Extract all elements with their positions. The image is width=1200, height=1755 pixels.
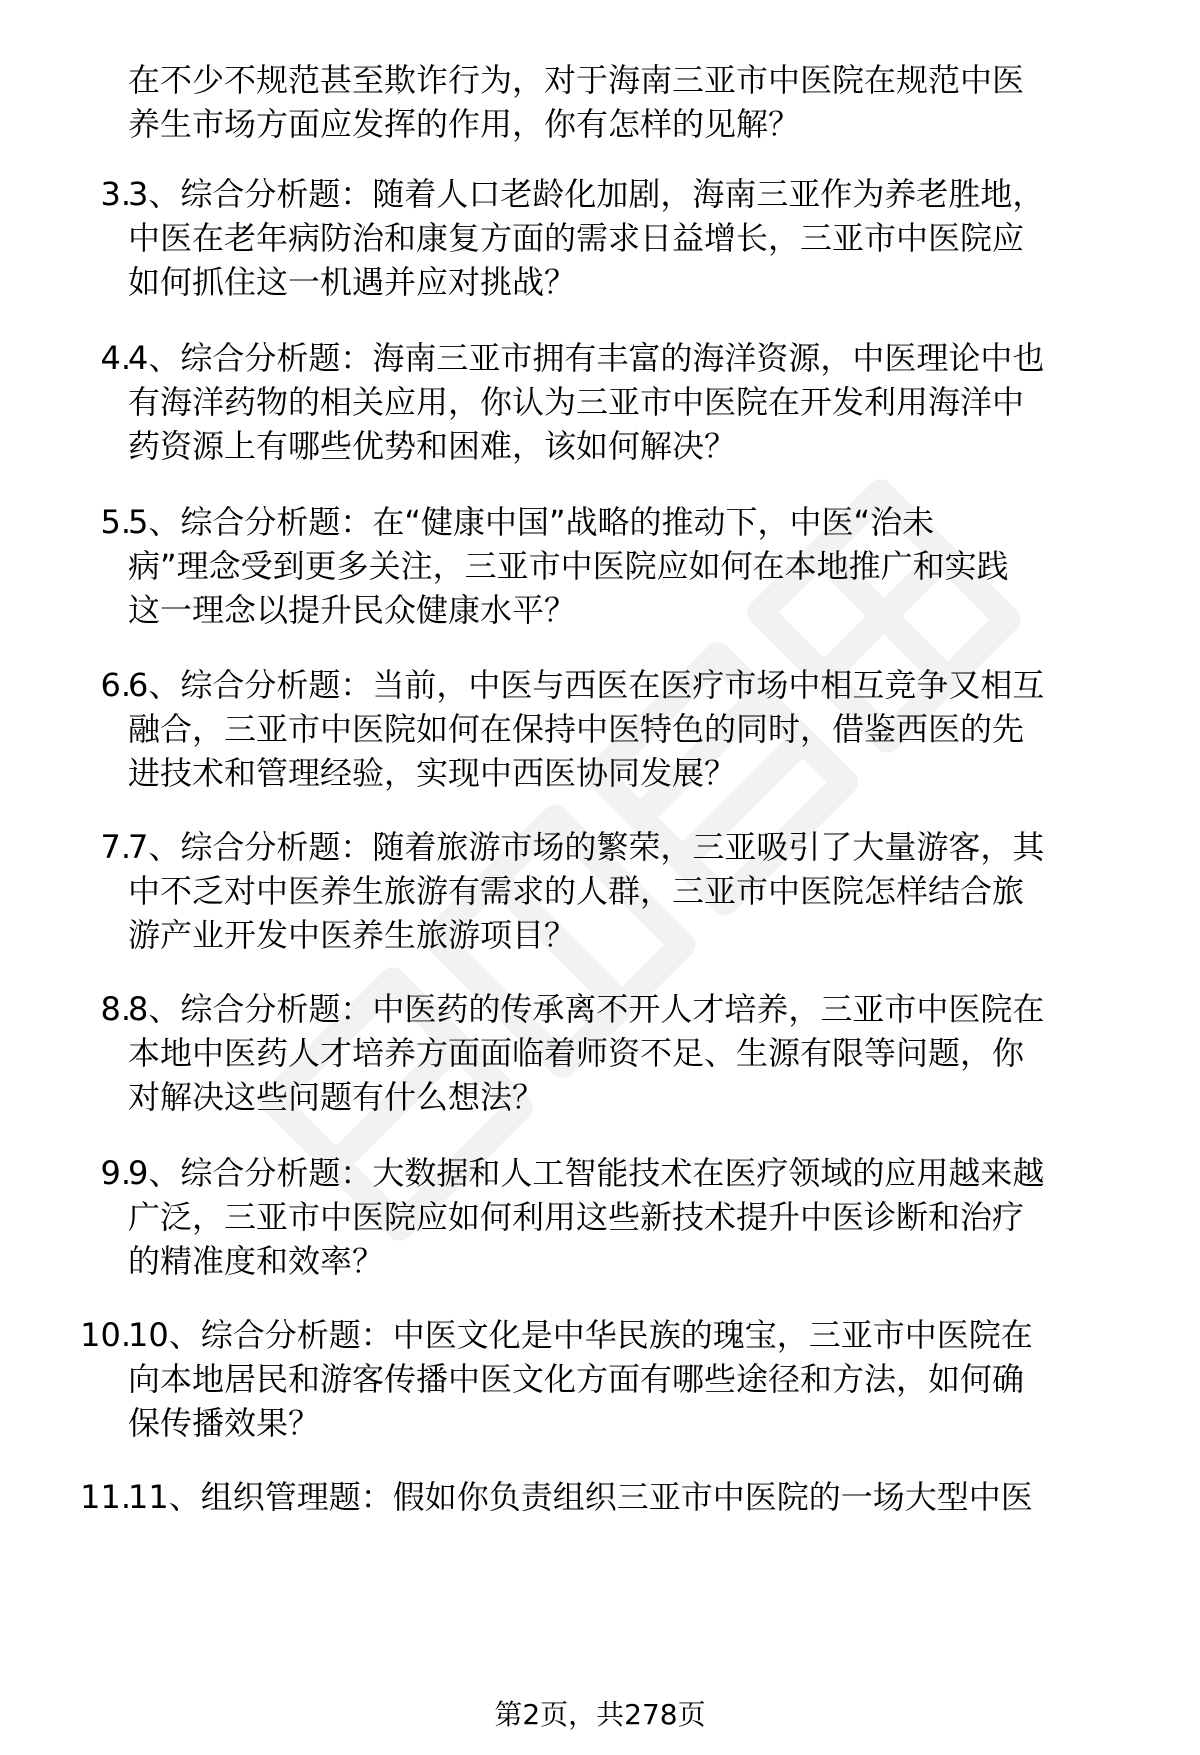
list-number: 10. — [80, 1316, 131, 1354]
list-number: 5. — [100, 503, 131, 541]
text-line: 11、组织管理题：假如你负责组织三亚市中医院的一场大型中医 — [128, 1478, 1033, 1516]
text-line: 5、综合分析题：在“健康中国”战略的推动下，中医“治未 — [128, 503, 935, 541]
text-line: 9、综合分析题：大数据和人工智能技术在医疗领域的应用越来越 — [128, 1154, 1045, 1192]
list-number: 6. — [100, 666, 131, 704]
list-number: 9. — [100, 1154, 131, 1192]
text-line: 药资源上有哪些优势和困难，该如何解决？ — [128, 427, 737, 465]
list-number: 7. — [100, 828, 131, 866]
text-line: 6、综合分析题：当前，中医与西医在医疗市场中相互竞争又相互 — [128, 666, 1045, 704]
text-line: 10、综合分析题：中医文化是中华民族的瑰宝，三亚市中医院在 — [128, 1316, 1033, 1354]
text-line: 保传播效果？ — [128, 1404, 321, 1442]
text-line: 进技术和管理经验，实现中西医协同发展？ — [128, 754, 737, 792]
text-line: 有海洋药物的相关应用，你认为三亚市中医院在开发利用海洋中 — [128, 383, 1025, 421]
list-number: 8. — [100, 990, 131, 1028]
text-line: 7、综合分析题：随着旅游市场的繁荣，三亚吸引了大量游客，其 — [128, 828, 1045, 866]
list-number: 4. — [100, 339, 131, 377]
text-line: 中不乏对中医养生旅游有需求的人群，三亚市中医院怎样结合旅 — [128, 872, 1025, 910]
text-line: 中医在老年病防治和康复方面的需求日益增长，三亚市中医院应 — [128, 219, 1025, 257]
continuation-paragraph — [128, 58, 1024, 146]
text-line: 向本地居民和游客传播中医文化方面有哪些途径和方法，如何确 — [128, 1360, 1025, 1398]
text-line: 对解决这些问题有什么想法？ — [128, 1078, 545, 1116]
list-number: 11. — [80, 1478, 131, 1516]
text-line: 3、综合分析题：随着人口老龄化加剧，海南三亚作为养老胜地， — [128, 175, 1045, 213]
text-line: 广泛，三亚市中医院应如何利用这些新技术提升中医诊断和治疗 — [128, 1198, 1025, 1236]
text-line: 在不少不规范甚至欺诈行为，对于海南三亚市中医院在规范中医 — [128, 61, 1025, 99]
text-line: 4、综合分析题：海南三亚市拥有丰富的海洋资源，中医理论中也 — [128, 339, 1045, 377]
text-line: 本地中医药人才培养方面面临着师资不足、生源有限等问题，你 — [128, 1034, 1025, 1072]
text-line: 养生市场方面应发挥的作用，你有怎样的见解？ — [128, 105, 801, 143]
text-line: 的精准度和效率？ — [128, 1242, 385, 1280]
list-number: 3. — [100, 175, 131, 213]
text-line: 如何抓住这一机遇并应对挑战？ — [128, 263, 577, 301]
text-line: 8、综合分析题：中医药的传承离不开人才培养，三亚市中医院在 — [128, 990, 1045, 1028]
text-line: 这一理念以提升民众健康水平？ — [128, 591, 577, 629]
text-line: 融合，三亚市中医院如何在保持中医特色的同时，借鉴西医的先 — [128, 710, 1025, 748]
page-footer: 第2页，共278页 — [494, 1698, 706, 1731]
text-line: 游产业开发中医养生旅游项目？ — [128, 916, 577, 954]
text-line: 病”理念受到更多关注，三亚市中医院应如何在本地推广和实践 — [128, 547, 1009, 585]
